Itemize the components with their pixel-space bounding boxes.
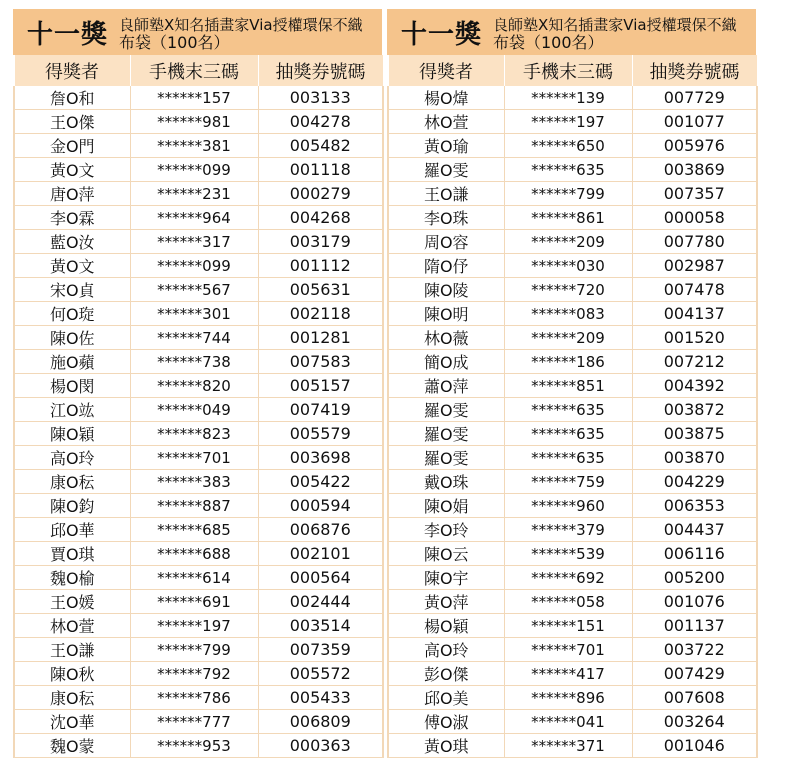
- phone-last3-cell: ******650: [504, 134, 632, 158]
- ticket-number-cell: 007583: [258, 350, 383, 374]
- phone-last3-cell: ******960: [504, 494, 632, 518]
- table-row: [388, 542, 757, 566]
- table-row: [388, 158, 757, 182]
- phone-last3-cell: ******744: [130, 326, 258, 350]
- winner-name-cell: 宋O貞: [14, 278, 130, 302]
- phone-last3-cell: ******231: [130, 182, 258, 206]
- phone-last3-cell: ******691: [130, 590, 258, 614]
- table-row: [388, 254, 757, 278]
- phone-last3-cell: ******317: [130, 230, 258, 254]
- table-row: [388, 566, 757, 590]
- winner-name-cell: 楊O煒: [388, 86, 504, 110]
- ticket-number-cell: 007608: [632, 686, 757, 710]
- ticket-number-cell: 001046: [632, 734, 757, 758]
- phone-last3-cell: ******738: [130, 350, 258, 374]
- table-row: [388, 374, 757, 398]
- phone-last3-cell: ******777: [130, 710, 258, 734]
- phone-last3-cell: ******792: [130, 662, 258, 686]
- table-row: [14, 566, 383, 590]
- table-row: [14, 494, 383, 518]
- ticket-number-cell: 005200: [632, 566, 757, 590]
- ticket-number-cell: 000564: [258, 566, 383, 590]
- winner-name-cell: 康O秐: [14, 470, 130, 494]
- phone-last3-cell: ******371: [504, 734, 632, 758]
- table-row: [388, 398, 757, 422]
- ticket-number-cell: 001137: [632, 614, 757, 638]
- prize-header: [13, 9, 382, 55]
- phone-last3-cell: ******635: [504, 158, 632, 182]
- ticket-number-cell: 007359: [258, 638, 383, 662]
- phone-last3-cell: ******823: [130, 422, 258, 446]
- table-row: [388, 206, 757, 230]
- phone-last3-cell: ******953: [130, 734, 258, 758]
- winner-name-cell: 王O媛: [14, 590, 130, 614]
- phone-last3-cell: ******186: [504, 350, 632, 374]
- table-body: [388, 86, 757, 758]
- ticket-number-cell: 003875: [632, 422, 757, 446]
- winner-name-cell: 魏O榆: [14, 566, 130, 590]
- ticket-number-cell: 004278: [258, 110, 383, 134]
- ticket-number-cell: 004229: [632, 470, 757, 494]
- ticket-number-cell: 007780: [632, 230, 757, 254]
- table-row: [14, 542, 383, 566]
- prize-description: [119, 17, 363, 51]
- ticket-number-cell: 001118: [258, 158, 383, 182]
- ticket-number-cell: 007419: [258, 398, 383, 422]
- ticket-number-cell: 007357: [632, 182, 757, 206]
- winner-name-cell: 李O霖: [14, 206, 130, 230]
- table-row: [14, 398, 383, 422]
- prize-title: 十一獎: [27, 19, 109, 50]
- phone-last3-cell: ******799: [504, 182, 632, 206]
- table-row: [14, 686, 383, 710]
- ticket-number-cell: 003179: [258, 230, 383, 254]
- phone-last3-cell: ******099: [130, 158, 258, 182]
- winner-name-cell: 王O謙: [14, 638, 130, 662]
- table-row: [388, 446, 757, 470]
- phone-last3-cell: ******567: [130, 278, 258, 302]
- winner-name-cell: 黃O瑜: [388, 134, 504, 158]
- ticket-number-cell: 001077: [632, 110, 757, 134]
- ticket-number-cell: 007729: [632, 86, 757, 110]
- phone-last3-cell: ******417: [504, 662, 632, 686]
- winner-name-cell: 沈O華: [14, 710, 130, 734]
- table-row: [388, 734, 757, 758]
- phone-last3-cell: ******099: [130, 254, 258, 278]
- table-row: [388, 134, 757, 158]
- winner-name-cell: 戴O珠: [388, 470, 504, 494]
- table-row: [14, 470, 383, 494]
- ticket-number-cell: 002444: [258, 590, 383, 614]
- ticket-number-cell: 001112: [258, 254, 383, 278]
- winner-name-cell: 黃O文: [14, 254, 130, 278]
- ticket-number-cell: 000279: [258, 182, 383, 206]
- winner-name-cell: 陳O娟: [388, 494, 504, 518]
- ticket-number-cell: 003514: [258, 614, 383, 638]
- table-row: [388, 182, 757, 206]
- winner-name-cell: 羅O雯: [388, 446, 504, 470]
- phone-last3-cell: ******981: [130, 110, 258, 134]
- ticket-number-cell: 003722: [632, 638, 757, 662]
- winner-name-cell: 邱O美: [388, 686, 504, 710]
- phone-last3-cell: ******861: [504, 206, 632, 230]
- winner-name-cell: 羅O雯: [388, 398, 504, 422]
- winner-name-cell: 彭O傑: [388, 662, 504, 686]
- phone-last3-cell: ******820: [130, 374, 258, 398]
- ticket-number-cell: 003872: [632, 398, 757, 422]
- ticket-number-cell: 007478: [632, 278, 757, 302]
- ticket-number-cell: 005976: [632, 134, 757, 158]
- winner-name-cell: 陳O宇: [388, 566, 504, 590]
- phone-last3-cell: ******701: [504, 638, 632, 662]
- table-row: [14, 662, 383, 686]
- winner-name-cell: 施O蘋: [14, 350, 130, 374]
- phone-last3-cell: ******685: [130, 518, 258, 542]
- table-row: [388, 302, 757, 326]
- winner-name-cell: 隋O伃: [388, 254, 504, 278]
- phone-last3-cell: ******692: [504, 566, 632, 590]
- phone-last3-cell: ******139: [504, 86, 632, 110]
- phone-last3-cell: ******383: [130, 470, 258, 494]
- ticket-number-cell: 003870: [632, 446, 757, 470]
- prize-header: [387, 9, 756, 55]
- phone-last3-cell: ******887: [130, 494, 258, 518]
- phone-last3-cell: ******151: [504, 614, 632, 638]
- table-row: [388, 662, 757, 686]
- column-header-winner: 得獎者: [14, 55, 130, 86]
- ticket-number-cell: 007429: [632, 662, 757, 686]
- winner-name-cell: 陳O佐: [14, 326, 130, 350]
- table-body: [14, 86, 383, 758]
- ticket-number-cell: 006809: [258, 710, 383, 734]
- winner-name-cell: 陳O鈞: [14, 494, 130, 518]
- table-row: [388, 278, 757, 302]
- winners-table: [13, 55, 384, 758]
- ticket-number-cell: 005422: [258, 470, 383, 494]
- prize-title: 十一獎: [401, 19, 483, 50]
- phone-last3-cell: ******964: [130, 206, 258, 230]
- winner-name-cell: 高O玲: [388, 638, 504, 662]
- winner-name-cell: 金O門: [14, 134, 130, 158]
- winner-name-cell: 傅O淑: [388, 710, 504, 734]
- table-row: [14, 590, 383, 614]
- prize-description-line2: 布袋（100名）: [119, 33, 230, 52]
- ticket-number-cell: 005482: [258, 134, 383, 158]
- phone-last3-cell: ******041: [504, 710, 632, 734]
- table-row: [14, 302, 383, 326]
- phone-last3-cell: ******301: [130, 302, 258, 326]
- table-row: [14, 326, 383, 350]
- table-row: [388, 638, 757, 662]
- winner-name-cell: 高O玲: [14, 446, 130, 470]
- phone-last3-cell: ******049: [130, 398, 258, 422]
- phone-last3-cell: ******786: [130, 686, 258, 710]
- ticket-number-cell: 000363: [258, 734, 383, 758]
- ticket-number-cell: 005579: [258, 422, 383, 446]
- ticket-number-cell: 003264: [632, 710, 757, 734]
- table-row: [388, 110, 757, 134]
- phone-last3-cell: ******209: [504, 326, 632, 350]
- winner-name-cell: 林O萱: [14, 614, 130, 638]
- table-row: [388, 614, 757, 638]
- table-row: [14, 182, 383, 206]
- winner-name-cell: 江O竑: [14, 398, 130, 422]
- prize-description-line1: 良師塾X知名插畫家Via授權環保不織: [493, 16, 737, 34]
- table-row: [14, 350, 383, 374]
- winner-name-cell: 魏O蒙: [14, 734, 130, 758]
- ticket-number-cell: 007212: [632, 350, 757, 374]
- winner-name-cell: 賈O琪: [14, 542, 130, 566]
- table-row: [14, 734, 383, 758]
- prize-description-line1: 良師塾X知名插畫家Via授權環保不織: [119, 16, 363, 34]
- table-row: [14, 278, 383, 302]
- column-header-phone: 手機末三碼: [504, 55, 632, 86]
- phone-last3-cell: ******379: [504, 518, 632, 542]
- ticket-number-cell: 006116: [632, 542, 757, 566]
- ticket-number-cell: 000594: [258, 494, 383, 518]
- winner-name-cell: 陳O明: [388, 302, 504, 326]
- table-row: [388, 326, 757, 350]
- table-row: [14, 230, 383, 254]
- phone-last3-cell: ******157: [130, 86, 258, 110]
- phone-last3-cell: ******197: [130, 614, 258, 638]
- phone-last3-cell: ******799: [130, 638, 258, 662]
- winner-name-cell: 唐O萍: [14, 182, 130, 206]
- phone-last3-cell: ******197: [504, 110, 632, 134]
- phone-last3-cell: ******720: [504, 278, 632, 302]
- ticket-number-cell: 002101: [258, 542, 383, 566]
- winner-name-cell: 陳O秋: [14, 662, 130, 686]
- winner-name-cell: 陳O云: [388, 542, 504, 566]
- ticket-number-cell: 005572: [258, 662, 383, 686]
- table-header-row: [388, 55, 757, 86]
- table-row: [388, 710, 757, 734]
- table-row: [388, 350, 757, 374]
- winner-name-cell: 黃O文: [14, 158, 130, 182]
- prize-description-line2: 布袋（100名）: [493, 33, 604, 52]
- winner-name-cell: 羅O雯: [388, 422, 504, 446]
- ticket-number-cell: 002987: [632, 254, 757, 278]
- table-row: [14, 86, 383, 110]
- table-row: [14, 638, 383, 662]
- winner-name-cell: 王O傑: [14, 110, 130, 134]
- winner-name-cell: 楊O閔: [14, 374, 130, 398]
- table-row: [388, 86, 757, 110]
- ticket-number-cell: 001281: [258, 326, 383, 350]
- winners-panel-right: [387, 9, 756, 758]
- ticket-number-cell: 001520: [632, 326, 757, 350]
- ticket-number-cell: 006353: [632, 494, 757, 518]
- ticket-number-cell: 005157: [258, 374, 383, 398]
- table-row: [14, 710, 383, 734]
- ticket-number-cell: 000058: [632, 206, 757, 230]
- winner-name-cell: 周O容: [388, 230, 504, 254]
- winner-name-cell: 林O萱: [388, 110, 504, 134]
- winner-name-cell: 康O秐: [14, 686, 130, 710]
- ticket-number-cell: 006876: [258, 518, 383, 542]
- table-row: [388, 470, 757, 494]
- phone-last3-cell: ******209: [504, 230, 632, 254]
- column-header-ticket: 抽獎券號碼: [632, 55, 757, 86]
- ticket-number-cell: 005433: [258, 686, 383, 710]
- column-header-phone: 手機末三碼: [130, 55, 258, 86]
- prize-description: [493, 17, 737, 51]
- phone-last3-cell: ******030: [504, 254, 632, 278]
- table-row: [14, 254, 383, 278]
- winner-name-cell: 楊O穎: [388, 614, 504, 638]
- phone-last3-cell: ******083: [504, 302, 632, 326]
- phone-last3-cell: ******759: [504, 470, 632, 494]
- table-row: [14, 614, 383, 638]
- table-row: [14, 134, 383, 158]
- ticket-number-cell: 004137: [632, 302, 757, 326]
- table-row: [388, 686, 757, 710]
- winner-name-cell: 詹O和: [14, 86, 130, 110]
- ticket-number-cell: 004268: [258, 206, 383, 230]
- column-header-ticket: 抽獎券號碼: [258, 55, 383, 86]
- ticket-number-cell: 004437: [632, 518, 757, 542]
- ticket-number-cell: 002118: [258, 302, 383, 326]
- phone-last3-cell: ******635: [504, 422, 632, 446]
- phone-last3-cell: ******896: [504, 686, 632, 710]
- winner-name-cell: 何O琁: [14, 302, 130, 326]
- phone-last3-cell: ******701: [130, 446, 258, 470]
- winner-name-cell: 簡O成: [388, 350, 504, 374]
- phone-last3-cell: ******539: [504, 542, 632, 566]
- table-row: [14, 374, 383, 398]
- winner-name-cell: 羅O雯: [388, 158, 504, 182]
- ticket-number-cell: 004392: [632, 374, 757, 398]
- table-row: [14, 446, 383, 470]
- phone-last3-cell: ******635: [504, 398, 632, 422]
- winner-name-cell: 王O謙: [388, 182, 504, 206]
- phone-last3-cell: ******635: [504, 446, 632, 470]
- table-row: [388, 494, 757, 518]
- table-row: [14, 206, 383, 230]
- ticket-number-cell: 003133: [258, 86, 383, 110]
- table-row: [14, 518, 383, 542]
- table-row: [388, 422, 757, 446]
- ticket-number-cell: 003869: [632, 158, 757, 182]
- ticket-number-cell: 005631: [258, 278, 383, 302]
- table-row: [388, 230, 757, 254]
- winner-name-cell: 藍O汝: [14, 230, 130, 254]
- winner-name-cell: 李O珠: [388, 206, 504, 230]
- winner-name-cell: 林O薇: [388, 326, 504, 350]
- winner-name-cell: 陳O陵: [388, 278, 504, 302]
- winner-name-cell: 黃O琪: [388, 734, 504, 758]
- winner-name-cell: 黃O萍: [388, 590, 504, 614]
- table-row: [14, 422, 383, 446]
- column-header-winner: 得獎者: [388, 55, 504, 86]
- winner-name-cell: 邱O華: [14, 518, 130, 542]
- phone-last3-cell: ******851: [504, 374, 632, 398]
- winners-table: [387, 55, 758, 758]
- phone-last3-cell: ******058: [504, 590, 632, 614]
- winner-name-cell: 陳O穎: [14, 422, 130, 446]
- ticket-number-cell: 001076: [632, 590, 757, 614]
- table-header-row: [14, 55, 383, 86]
- table-row: [14, 158, 383, 182]
- table-row: [388, 590, 757, 614]
- winners-panel-left: [13, 9, 382, 758]
- winner-name-cell: 李O玲: [388, 518, 504, 542]
- phone-last3-cell: ******614: [130, 566, 258, 590]
- phone-last3-cell: ******381: [130, 134, 258, 158]
- winner-name-cell: 蕭O萍: [388, 374, 504, 398]
- ticket-number-cell: 003698: [258, 446, 383, 470]
- phone-last3-cell: ******688: [130, 542, 258, 566]
- table-row: [388, 518, 757, 542]
- table-row: [14, 110, 383, 134]
